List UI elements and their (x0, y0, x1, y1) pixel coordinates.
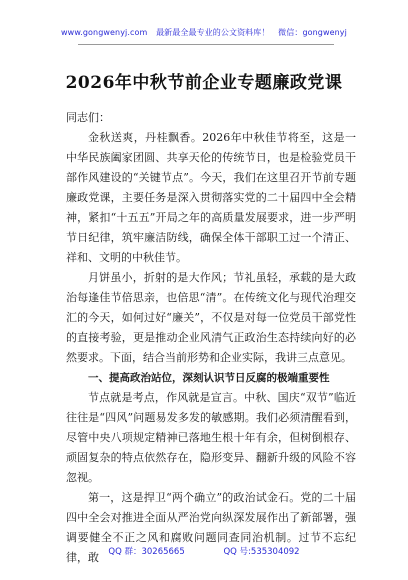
document-body (66, 108, 356, 568)
salutation: 同志们： (66, 111, 110, 124)
paragraph-intro: 金秋送爽，丹桂飘香。2026年中秋佳节将至，这是一中华民族阖家团圆、共享天伦的传统节日，也是检验党员干部作风建设的“关键节点”。今天，我们在这里召开节前专题廉政党课，主要任务是深入贯彻落实党的二十届四中全会精神，紧扣“十五五”开局之年的高质量发展要求，进一步严明节日纪律，筑牢廉洁防线，确保全体干部职工过一个清正、祥和、文明的中秋佳节。 (66, 131, 356, 264)
footer-qq-number: QQ 号:535304092 (223, 547, 300, 557)
document-title: 2026年中秋节前企业专题廉政党课 (65, 73, 343, 93)
header-wechat: 微信：gongwenyj (278, 28, 347, 37)
paragraph-section-1-point-1: 第一，这是捍卫“两个确立”的政治试金石。党的二十届四中全会对推进全面从严治党向纵深发展作出了新部署，强调要健全不正之风和腐败问题同查同治机制。过节不忘纪律，敢 (66, 491, 356, 564)
section-heading-1: 一、提高政治站位，深刻认识节日反腐的极端重要性 (88, 372, 330, 384)
header-banner (0, 27, 408, 38)
footer-qq-group: QQ 群：30265665 (108, 547, 185, 557)
header-divider (78, 44, 334, 45)
header-slogan: 最新最全最专业的公文资料库！ (156, 28, 270, 37)
header-site-link[interactable]: www.gongwenyj.com (61, 28, 148, 37)
paragraph-section-1: 节点就是考点，作风就是宣言。中秋、国庆“双节”临近往往是“四风”问题易发多发的敏感期。我们必须清醒看到，尽管中央八项规定精神已落地生根十年有余，但树倒根存、顽固复杂的特点依然存在，隐形变异、翻新升级的风险不容忽视。 (66, 391, 356, 484)
footer (0, 545, 408, 557)
paragraph-outline: 月饼虽小，折射的是大作风；节礼虽轻，承载的是大政治每逢佳节倍思亲，也倍思“清”。在传统文化与现代治理交汇的今天，如何过好“廉关”，不仅是对每一位党员干部党性的直接考验，更是推动企业风清气正政治生态持续向好的必然要求。下面，结合当前形势和企业实际，我讲三点意见。 (66, 271, 356, 364)
